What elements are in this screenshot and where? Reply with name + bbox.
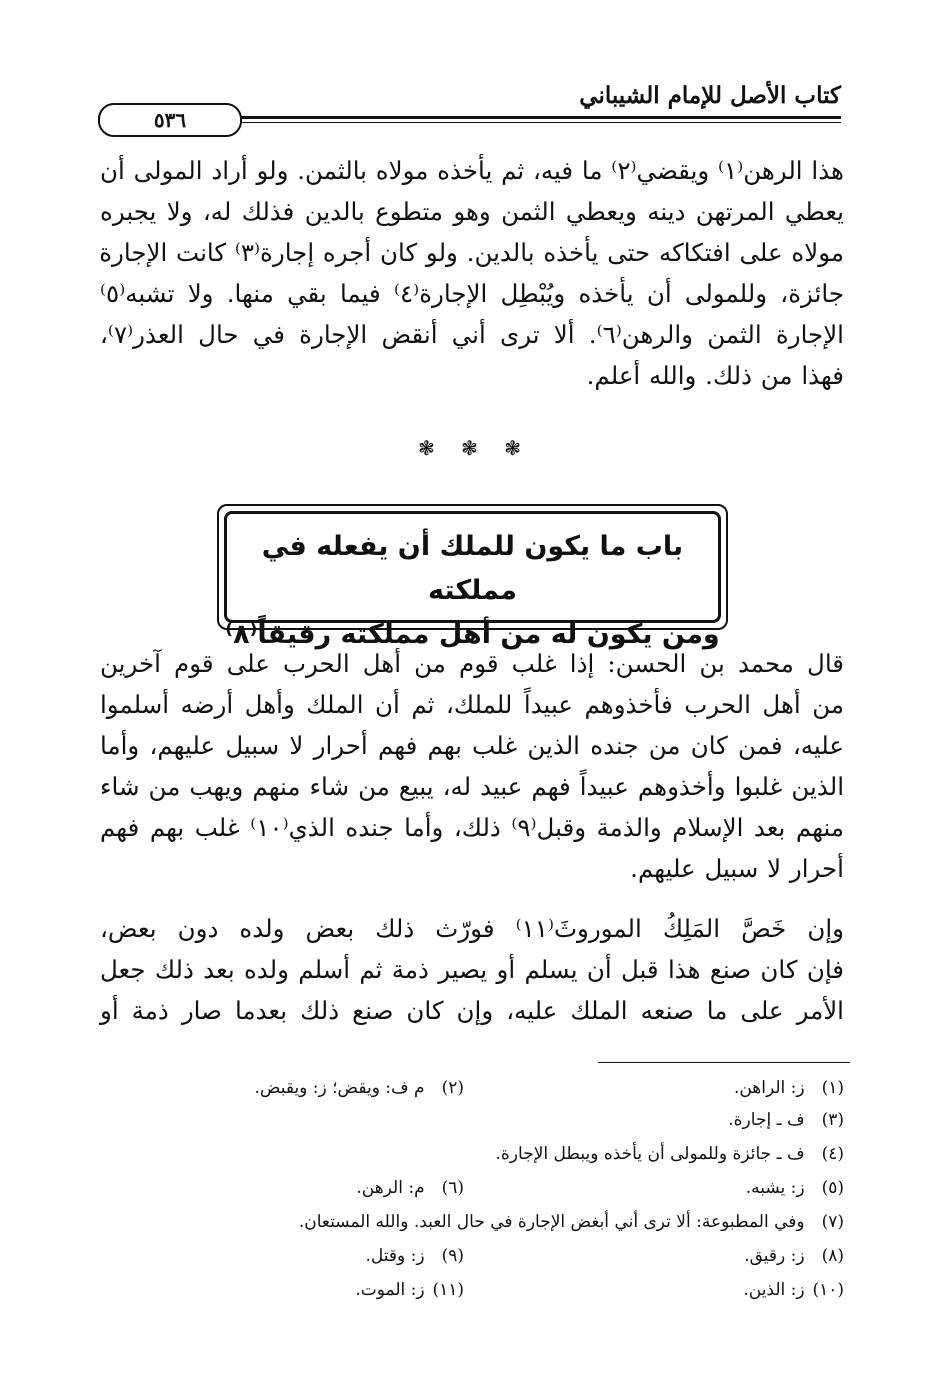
running-header-title: كتاب الأصل للإمام الشيباني — [579, 82, 841, 109]
footnote-number: (٩) — [441, 1246, 464, 1266]
footnote-text: ز: رقيق. — [744, 1246, 805, 1266]
chapter-title-line-1: باب ما يكون للملك أن يفعله في مملكته — [261, 531, 684, 606]
footnote-row — [100, 1212, 844, 1242]
page-number-badge: ٥٣٦ — [98, 103, 242, 137]
footnote — [496, 1144, 845, 1164]
footnote — [746, 1178, 844, 1198]
footnote-row — [100, 1078, 844, 1108]
footnote-text: ف ـ جائزة وللمولى أن يأخذه ويبطل الإجارة. — [495, 1144, 805, 1164]
footnote-rule — [598, 1062, 850, 1063]
paragraph — [100, 643, 844, 889]
paragraph — [100, 908, 844, 1031]
footnote — [744, 1246, 844, 1266]
text-line: وإن خَصَّ المَلِكُ الموروثَ⁽١١⁾ فورّث ذلك بعض ولده دون بعض، — [100, 914, 844, 943]
chapter-title-line-2: ومن يكون له من أهل مملكته رقيقاً⁽٨⁾ — [225, 619, 720, 650]
footnote-text: ف ـ إجارة. — [728, 1110, 805, 1130]
text-line: جائزة، وللمولى أن يأخذه ويُبْطِل الإجارة⁽٤⁾ فيما بقي منها. ولا تشبه⁽٥⁾ — [100, 279, 844, 308]
footnote-number: (٣) — [821, 1110, 844, 1130]
footnote-number: (١) — [821, 1078, 844, 1098]
footnote-number: (١١) — [432, 1280, 464, 1300]
footnote-row — [100, 1178, 844, 1208]
footnote-number: (٤) — [821, 1144, 844, 1164]
footnote — [356, 1178, 464, 1198]
text-line: منهم بعد الإسلام والذمة وقبل⁽٩⁾ ذلك، وأما جنده الذي⁽١٠⁾ غلب بهم فهم — [100, 813, 845, 842]
footnote-text: ز: الموت. — [355, 1280, 425, 1300]
footnote-text: ز: الراهن. — [733, 1078, 805, 1098]
section-separator: ❃ ❃ ❃ — [418, 436, 531, 460]
text-line: الإجارة الثمن والرهن⁽٦⁾. ألا ترى أني أنقض الإجارة في حال العذر⁽٧⁾، — [100, 320, 844, 349]
text-line: من أهل الحرب فأخذوهم عبيداً للملك، ثم أن الملك وأهل أرضه أسلموا — [100, 690, 844, 719]
footnote-text: م: الرهن. — [356, 1178, 425, 1198]
footnote-text: م ف: ويقض؛ ز: ويقبض. — [254, 1078, 425, 1098]
footnote-row — [100, 1246, 844, 1276]
footnote-number: (٥) — [821, 1178, 844, 1198]
footnote-text: ز: يشبه. — [745, 1178, 805, 1198]
text-line: فهذا من ذلك. والله أعلم. — [586, 361, 844, 390]
footnote-number: (٧) — [821, 1212, 844, 1232]
footnote — [355, 1280, 464, 1300]
footnote-row — [100, 1110, 844, 1140]
text-line: أحرار لا سبيل عليهم. — [630, 854, 844, 883]
text-line: الذين غلبوا وأخذوهم عبيداً فهم عبيد له، يبيع من شاء منهم ويهب من شاء — [100, 772, 844, 801]
footnote-row — [100, 1144, 844, 1174]
text-line: الأمر على ما صنعه الملك عليه، وإن كان صنع ذلك بعدما صار ذمة أو — [100, 996, 844, 1025]
footnote — [728, 1110, 844, 1130]
footnote-row — [100, 1280, 844, 1310]
chapter-title — [225, 525, 720, 657]
text-line: هذا الرهن⁽١⁾ ويقضي⁽٢⁾ ما فيه، ثم يأخذه مولاه بالثمن. ولو أراد المولى أن — [100, 156, 844, 185]
footnote — [366, 1246, 465, 1266]
footnote — [734, 1078, 844, 1098]
footnote-number: (١٠) — [812, 1280, 844, 1300]
footnote-number: (٢) — [441, 1078, 464, 1098]
footnote-text: وفي المطبوعة: ألا ترى أني أبغض الإجارة في حال العبد. والله المستعان. — [298, 1212, 805, 1232]
footnote-number: (٦) — [441, 1178, 464, 1198]
paragraph-continued — [100, 150, 844, 396]
text-line: عليه، فمن كان من جنده الذين غلب بهم فهم أحرار لا سبيل عليهم، وأما — [100, 731, 844, 760]
text-line: يعطي المرتهن دينه ويعطي الثمن وهو متطوع بالدين فذلك له، ولا يجبره — [100, 197, 844, 226]
footnote — [299, 1212, 844, 1232]
footnote — [254, 1078, 464, 1098]
text-line: فإن كان صنع هذا قبل أن يسلم أو يصير ذمة ثم أسلم ولده بعد ذلك جعل — [100, 955, 844, 984]
text-line: مولاه على افتكاكه حتى يأخذه بالدين. ولو كان أجره إجارة⁽٣⁾ كانت الإجارة — [99, 238, 844, 267]
footnote-text: ز: وقتل. — [365, 1246, 425, 1266]
footnote-text: ز: الذين. — [743, 1280, 805, 1300]
text-line: قال محمد بن الحسن: إذا غلب قوم من أهل الحرب على قوم آخرين — [100, 649, 844, 678]
footnote-number: (٨) — [821, 1246, 844, 1266]
footnote — [743, 1280, 844, 1300]
